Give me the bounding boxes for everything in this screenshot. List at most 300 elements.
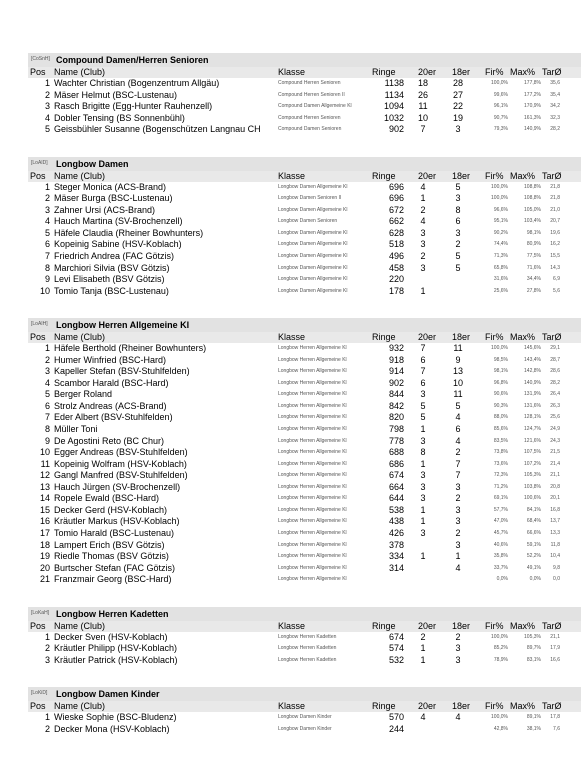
cell-tar: 13,3 [550,529,560,536]
class-code: [CoSnH] [31,56,50,62]
column-header-tar: TarØ [542,701,562,712]
cell-pos: 10 [39,447,50,458]
cell-ringe: 220 [388,274,404,285]
cell-tar: 9,8 [553,564,560,571]
cell-tar: 34,2 [550,103,560,110]
cell-fir: 100,0% [491,633,508,640]
table-row [28,274,581,286]
cell-tar: 24,3 [550,437,560,444]
table-row [28,355,581,367]
cell-z20: 2 [420,204,426,215]
cell-z18: 3 [455,643,461,654]
cell-ringe: 518 [388,239,404,250]
cell-fir: 88,0% [493,414,508,421]
cell-tar: 7,6 [553,725,560,732]
table-header [28,67,581,78]
cell-klasse: Longbow Damen Allgemeine Kl [278,183,348,190]
cell-z20: 3 [420,389,426,400]
cell-name: Wieske Sophie (BSC-Bludenz) [54,712,177,723]
cell-z18: 7 [455,458,461,469]
cell-fir: 31,6% [493,276,508,283]
column-header-z20: 20er [418,701,437,712]
section-title: Compound Damen/Herren Senioren [56,55,209,65]
cell-z18: 6 [455,216,461,227]
cell-max: 108,8% [524,183,541,190]
column-header-name: Name (Club) [54,67,106,77]
column-header-fir: Fir% [485,332,504,343]
cell-fir: 25,6% [493,287,508,294]
cell-z18: 3 [455,539,461,550]
cell-ringe: 798 [388,424,404,435]
cell-klasse: Longbow Herren Allgemeine Kl [278,576,347,583]
cell-tar: 32,3 [550,114,560,121]
cell-max: 77,5% [526,253,541,260]
table-row [28,389,581,401]
cell-klasse: Compound Damen Senioren [278,126,342,133]
cell-max: 89,1% [526,714,541,721]
cell-name: Marchiori Silvia (BSV Götzis) [54,262,170,273]
column-header-z20: 20er [418,620,437,631]
table-row [28,263,581,275]
section-title: Longbow Herren Kadetten [56,608,169,619]
cell-name: Scambor Harald (BSC-Hard) [54,377,169,388]
cell-pos: 4 [44,216,50,227]
cell-z20: 2 [420,631,426,642]
cell-z18: 2 [455,631,461,642]
cell-z20: 3 [420,493,426,504]
cell-name: Kapeller Stefan (BSV-Stuhlfelden) [54,366,190,377]
cell-fir: 90,2% [493,229,508,236]
cell-ringe: 778 [388,435,404,446]
cell-max: 107,5% [524,449,541,456]
cell-tar: 20,1 [550,495,560,502]
cell-tar: 28,2 [550,379,560,386]
cell-name: Kräutler Philipp (HSV-Koblach) [54,643,178,654]
cell-pos: 21 [39,574,50,585]
cell-max: 108,8% [524,195,541,202]
cell-max: 161,3% [524,114,541,121]
cell-z20: 8 [420,447,426,458]
cell-fir: 96,8% [493,379,508,386]
cell-fir: 90,3% [493,402,508,409]
cell-z20: 6 [420,377,426,388]
cell-max: 143,4% [524,356,541,363]
cell-z20: 1 [420,516,426,527]
column-header-pos: Pos [30,170,46,181]
cell-pos: 18 [39,539,50,550]
cell-tar: 14,3 [550,264,560,271]
class-code: [LoKiD] [31,690,48,697]
results-section [28,318,581,585]
cell-z18: 27 [452,89,463,100]
cell-pos: 6 [44,400,50,411]
cell-z18: 11 [453,389,463,400]
cell-max: 128,1% [524,414,541,421]
cell-fir: 78,9% [493,656,508,663]
cell-klasse: Compound Damen Allgemeine Kl [278,103,352,110]
cell-name: Kräutler Patrick (HSV-Koblach) [54,654,178,665]
cell-name: Decker Sven (HSV-Koblach) [54,631,168,642]
column-header-pos: Pos [30,67,46,77]
table-row [28,516,581,528]
cell-max: 0,0% [529,576,541,583]
cell-z20: 3 [420,262,426,273]
table-row [28,482,581,494]
cell-name: Mäser Helmut (BSC-Lustenau) [54,89,178,100]
cell-max: 68,4% [526,518,541,525]
column-header-klasse: Klasse [278,701,306,712]
cell-tar: 16,8 [550,506,560,513]
cell-klasse: Longbow Herren Allgemeine Kl [278,472,347,479]
cell-z18: 3 [455,481,461,492]
cell-max: 105,0% [524,206,541,213]
cell-pos: 7 [44,251,50,262]
cell-z18: 4 [455,712,461,723]
cell-ringe: 314 [388,562,404,573]
cell-pos: 5 [44,124,50,135]
section-title: Longbow Herren Allgemeine Kl [56,320,190,331]
cell-fir: 42,8% [493,725,508,732]
cell-fir: 69,1% [493,495,508,502]
column-header-ringe: Ringe [372,67,396,77]
cell-tar: 24,9 [550,426,560,433]
cell-pos: 15 [39,504,50,515]
table-row [28,551,581,563]
table-row [28,436,581,448]
table-row [28,505,581,517]
cell-z20: 7 [420,366,426,377]
cell-ringe: 688 [388,447,404,458]
results-section [28,607,581,667]
column-header-z18: 18er [452,332,471,343]
cell-tar: 13,7 [550,518,560,525]
cell-ringe: 458 [388,262,404,273]
cell-tar: 15,5 [550,253,560,260]
cell-name: Franzmair Georg (BSC-Hard) [54,574,172,585]
cell-z18: 10 [452,377,463,388]
column-header-max: Max% [510,170,536,181]
cell-tar: 35,4 [550,91,560,98]
cell-max: 98,1% [526,229,541,236]
cell-pos: 2 [44,723,50,734]
cell-klasse: Longbow Herren Allgemeine Kl [278,379,347,386]
cell-klasse: Compound Herren Senioren [278,80,341,86]
cell-name: Riedle Thomas (BSV Götzis) [54,551,169,562]
cell-max: 103,8% [524,483,541,490]
cell-z18: 3 [455,124,461,135]
column-header-z20: 20er [418,332,437,343]
cell-z20: 3 [420,470,426,481]
cell-pos: 1 [44,631,50,642]
cell-ringe: 902 [388,377,404,388]
cell-max: 71,6% [526,264,541,271]
cell-z18: 7 [455,470,461,481]
column-header-name: Name (Club) [54,701,106,712]
cell-fir: 100,0% [491,183,508,190]
column-header-z18: 18er [452,170,471,181]
cell-name: Ropele Ewald (BSC-Hard) [54,493,160,504]
column-header-ringe: Ringe [372,170,396,181]
cell-tar: 17,8 [550,714,560,721]
cell-fir: 90,6% [493,391,508,398]
cell-z18: 3 [455,193,461,204]
cell-ringe: 1138 [384,78,404,88]
cell-fir: 74,4% [493,241,508,248]
cell-max: 103,4% [524,218,541,225]
cell-fir: 95,1% [493,218,508,225]
cell-tar: 21,1 [550,633,560,640]
cell-z18: 9 [455,354,461,365]
cell-z20: 4 [420,216,426,227]
cell-pos: 19 [39,551,50,562]
table-row [28,366,581,378]
cell-ringe: 672 [388,204,404,215]
cell-ringe: 570 [388,712,404,723]
cell-pos: 2 [44,354,50,365]
column-header-max: Max% [510,620,536,631]
table-row [28,493,581,505]
cell-ringe: 914 [388,366,404,377]
cell-klasse: Longbow Herren Allgemeine Kl [278,345,347,352]
cell-ringe: 1094 [383,101,404,112]
cell-name: Wachter Christian (Bogenzentrum Allgäu) [54,78,220,88]
cell-tar: 20,7 [550,218,560,225]
cell-z18: 1 [455,551,461,562]
table-row [28,286,581,298]
class-code: [LoKaH] [31,609,50,616]
cell-fir: 100,0% [491,80,508,86]
cell-tar: 26,3 [550,402,560,409]
cell-z20: 2 [420,251,426,262]
cell-name: Burtscher Stefan (FAC Götzis) [54,562,176,573]
cell-tar: 28,7 [550,356,560,363]
cell-name: Decker Gerd (HSV-Koblach) [54,504,168,515]
cell-max: 49,1% [526,564,541,571]
section-title-bar [28,157,581,171]
cell-klasse: Longbow Damen Kinder [278,725,332,732]
cell-name: De Agostini Reto (BC Chur) [54,435,165,446]
cell-name: Tomio Harald (BSC-Lustenau) [54,527,175,538]
cell-z18: 4 [455,435,461,446]
table-row [28,540,581,552]
column-header-max: Max% [510,332,536,343]
cell-max: 59,1% [526,541,541,548]
cell-pos: 20 [39,562,50,573]
cell-tar: 29,1 [550,345,560,352]
cell-z18: 8 [455,204,461,215]
column-header-fir: Fir% [485,67,504,77]
table-row [28,251,581,263]
table-row [28,239,581,251]
cell-max: 124,7% [524,426,541,433]
cell-fir: 0,0% [496,576,508,583]
cell-z20: 3 [420,227,426,238]
cell-name: Geissbühler Susanne (Bogenschützen Langnau CH [54,124,261,135]
table-row [28,90,581,102]
class-code: [LoAID] [31,159,48,166]
cell-tar: 35,6 [550,80,560,86]
column-header-tar: TarØ [542,332,562,343]
cell-max: 142,8% [524,368,541,375]
cell-klasse: Longbow Herren Allgemeine Kl [278,414,347,421]
column-header-klasse: Klasse [278,170,306,181]
cell-pos: 3 [44,366,50,377]
cell-pos: 1 [44,78,50,88]
cell-klasse: Longbow Damen Senioren [278,218,338,225]
column-header-fir: Fir% [485,701,504,712]
cell-ringe: 496 [388,251,404,262]
cell-ringe: 538 [388,504,404,515]
cell-z20: 1 [420,504,426,515]
cell-tar: 20,8 [550,483,560,490]
cell-klasse: Longbow Herren Allgemeine Kl [278,564,347,571]
cell-tar: 10,4 [550,553,560,560]
cell-ringe: 628 [388,227,404,238]
cell-z18: 22 [452,101,463,112]
cell-name: Kräutler Markus (HSV-Koblach) [54,516,180,527]
cell-name: Friedrich Andrea (FAC Götzis) [54,251,175,262]
column-header-max: Max% [510,701,536,712]
cell-ringe: 932 [388,343,404,354]
table-header [28,171,581,182]
cell-klasse: Longbow Herren Kadetten [278,656,337,663]
cell-z18: 28 [452,78,463,88]
cell-z20: 11 [418,101,428,112]
cell-tar: 6,9 [553,276,560,283]
cell-tar: 21,8 [550,183,560,190]
cell-pos: 5 [44,389,50,400]
cell-pos: 10 [39,285,50,296]
cell-pos: 6 [44,239,50,250]
table-row [28,470,581,482]
cell-fir: 100,0% [491,195,508,202]
cell-max: 131,6% [524,402,541,409]
cell-fir: 73,6% [493,460,508,467]
cell-tar: 25,6 [550,414,560,421]
cell-name: Rasch Brigitte (Egg-Hunter Rauhenzell) [54,101,213,112]
column-header-klasse: Klasse [278,620,306,631]
cell-fir: 98,5% [493,356,508,363]
cell-tar: 0,0 [553,576,560,583]
cell-max: 66,6% [526,529,541,536]
cell-z18: 2 [455,447,461,458]
cell-z18: 5 [455,181,461,192]
cell-tar: 21,4 [550,460,560,467]
column-header-z20: 20er [418,67,437,77]
column-header-z18: 18er [452,701,471,712]
cell-z18: 3 [455,654,461,665]
cell-klasse: Longbow Damen Allgemeine Kl [278,241,348,248]
cell-klasse: Longbow Damen Allgemeine Kl [278,264,348,271]
cell-pos: 2 [44,89,50,100]
cell-fir: 33,7% [493,564,508,571]
cell-max: 177,2% [524,91,541,98]
cell-pos: 1 [44,712,50,723]
column-header-ringe: Ringe [372,332,396,343]
cell-z20: 1 [420,458,426,469]
table-row [28,447,581,459]
section-title-bar [28,318,581,332]
table-row [28,401,581,413]
cell-fir: 65,8% [493,264,508,271]
cell-max: 107,2% [524,460,541,467]
cell-pos: 14 [39,493,50,504]
cell-z20: 3 [420,481,426,492]
table-row [28,101,581,113]
cell-max: 80,9% [526,241,541,248]
cell-fir: 71,3% [493,253,508,260]
cell-name: Häfele Berthold (Rheiner Bowhunters) [54,343,207,354]
cell-tar: 21,5 [550,449,560,456]
cell-klasse: Longbow Herren Allgemeine Kl [278,460,347,467]
cell-pos: 16 [39,516,50,527]
cell-klasse: Longbow Herren Allgemeine Kl [278,541,347,548]
cell-klasse: Longbow Damen Allgemeine Kl [278,229,348,236]
cell-z20: 3 [420,527,426,538]
section-title-bar [28,607,581,621]
cell-ringe: 178 [388,285,404,296]
cell-klasse: Longbow Herren Allgemeine Kl [278,449,347,456]
table-header [28,332,581,343]
table-row [28,424,581,436]
cell-tar: 28,6 [550,368,560,375]
cell-z18: 19 [452,112,463,123]
cell-fir: 85,6% [493,426,508,433]
cell-klasse: Longbow Herren Allgemeine Kl [278,518,347,525]
column-header-fir: Fir% [485,620,504,631]
cell-name: Mäser Burga (BSC-Lustenau) [54,193,173,204]
cell-name: Häfele Claudia (Rheiner Bowhunters) [54,227,204,238]
cell-ringe: 244 [388,723,404,734]
cell-fir: 40,6% [493,541,508,548]
column-header-name: Name (Club) [54,332,106,343]
cell-max: 100,6% [524,495,541,502]
column-header-klasse: Klasse [278,67,306,77]
table-row [28,205,581,217]
section-title-bar [28,687,581,701]
cell-z20: 5 [420,400,426,411]
cell-ringe: 438 [388,516,404,527]
cell-fir: 72,3% [493,472,508,479]
cell-max: 52,2% [526,553,541,560]
cell-name: Decker Mona (HSV-Koblach) [54,723,170,734]
cell-z20: 26 [418,89,429,100]
table-row [28,113,581,125]
cell-fir: 96,1% [493,103,508,110]
cell-klasse: Longbow Herren Allgemeine Kl [278,529,347,536]
cell-ringe: 844 [388,389,404,400]
cell-name: Humer Winfried (BSC-Hard) [54,354,167,365]
cell-name: Eder Albert (BSV-Stuhlfelden) [54,412,173,423]
cell-ringe: 378 [388,539,404,550]
cell-fir: 85,2% [493,645,508,652]
table-row [28,528,581,540]
cell-z20: 1 [420,285,426,296]
cell-z18: 6 [455,424,461,435]
section-title-bar [28,53,581,67]
class-code: [LoAIH] [31,321,48,328]
results-section [28,157,581,297]
cell-z20: 7 [420,343,426,354]
cell-ringe: 644 [388,493,404,504]
cell-pos: 11 [40,458,50,469]
cell-klasse: Longbow Herren Allgemeine Kl [278,426,347,433]
cell-klasse: Longbow Herren Kadetten [278,645,337,652]
cell-name: Steger Monica (ACS-Brand) [54,181,167,192]
cell-z20: 1 [420,551,426,562]
column-header-max: Max% [510,67,536,77]
cell-pos: 8 [44,424,50,435]
